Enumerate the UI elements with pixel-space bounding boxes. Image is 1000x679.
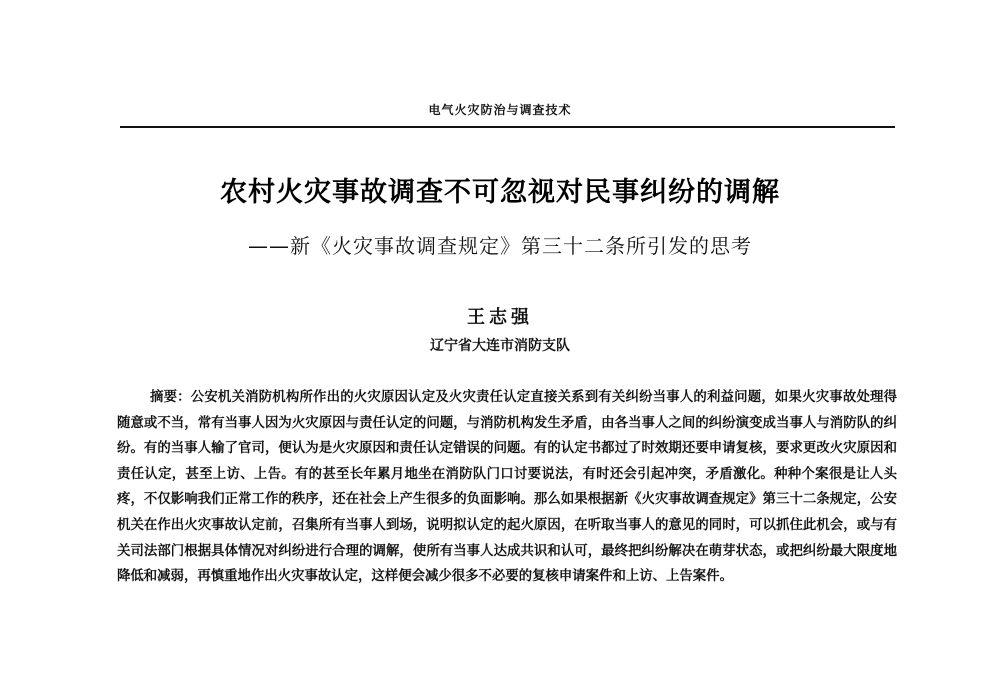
- abstract-label: 摘要：: [150, 390, 191, 405]
- author-name: 王志强: [467, 307, 533, 328]
- journal-header: 电气火灾防治与调查技术: [428, 103, 572, 117]
- header-rule: [120, 126, 895, 128]
- abstract-text: 公安机关消防机构所作出的火灾原因认定及火灾责任认定直接关系到有关纠纷当事人的利益问题，如果火灾事故处理得随意或不当，常有当事人因为火灾原因与责任认定的问题，与消防机构发生矛盾，由各当事人之间的纠纷演变成当事人与消防队的纠纷。有的当事人输了官司，便认为是火灾原因和责任认定错误的问题。有的认定书都过了时效期还要申请复核，要求更改火灾原因和责任认定，甚至上访、上告。有的甚至长年累月地坐在消防队门口讨要说法，有时还会引起冲突，矛盾激化。种种个案很是让人头疼，不仅影响我们正常工作的秩序，还在社会上产生很多的负面影响。那么如果根据新《火灾事故调查规定》第三十二条规定，公安机关在作出火灾事故认定前，召集所有当事人到场，说明拟认定的起火原因，在听取当事人的意见的同时，可以抓住此机会，或与有关司法部门根据具体情况对纠纷进行合理的调解，使所有当事人达成共识和认可，最终把纠纷解决在萌芽状态，或把纠纷最大限度地降低和减弱，再慎重地作出火灾事故认定，这样便会减少很多不必要的复核申请案件和上访、上告案件。: [117, 389, 898, 585]
- paper-subtitle: ——新《火灾事故调查规定》第三十二条所引发的思考: [248, 234, 752, 258]
- abstract-paragraph: [117, 385, 897, 590]
- paper-title: 农村火灾事故调查不可忽视对民事纠纷的调解: [220, 177, 780, 208]
- author-affiliation: 辽宁省大连市消防支队: [430, 338, 570, 354]
